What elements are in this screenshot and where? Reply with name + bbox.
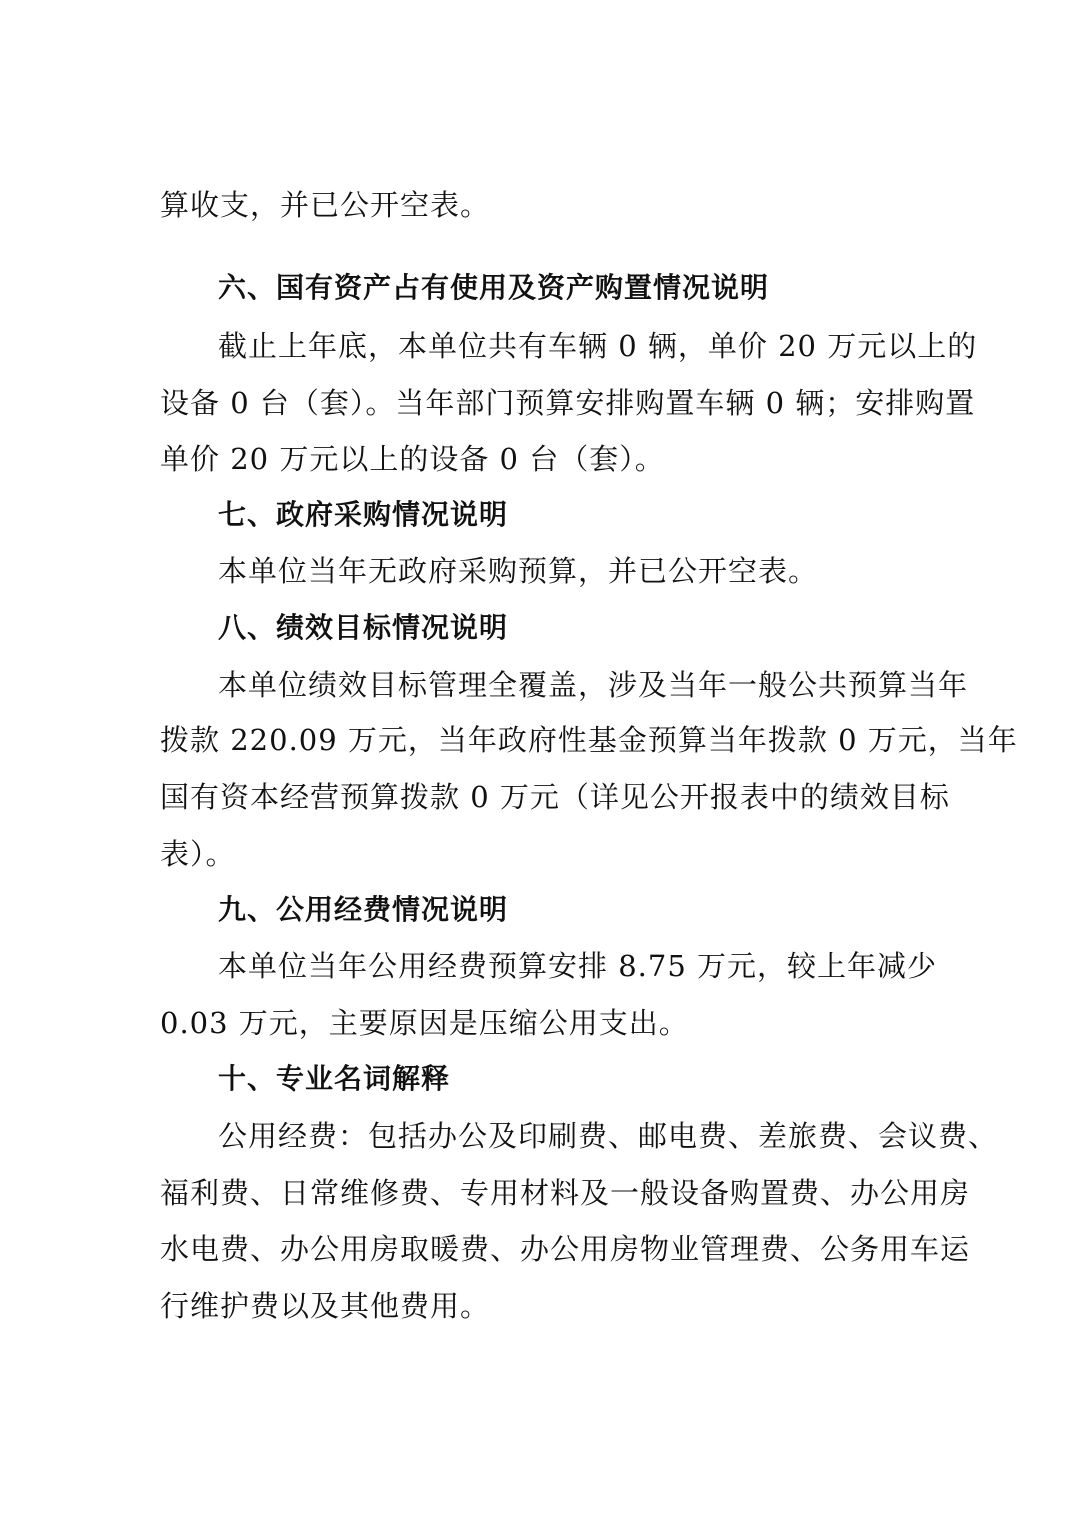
paragraph-line: 设备 0 台（套）。当年部门预算安排购置车辆 0 辆；安排购置	[160, 386, 976, 420]
section-heading-10: 十、专业名词解释	[218, 1062, 451, 1095]
paragraph-line: 本单位当年无政府采购预算，并已公开空表。	[218, 554, 819, 588]
paragraph-line: 算收支，并已公开空表。	[160, 188, 491, 222]
paragraph-line: 拨款 220.09 万元，当年政府性基金预算当年拨款 0 万元，当年	[160, 723, 1018, 757]
section-heading-7: 七、政府采购情况说明	[218, 498, 509, 531]
paragraph-line: 0.03 万元，主要原因是压缩公用支出。	[160, 1006, 689, 1040]
paragraph-line: 本单位当年公用经费预算安排 8.75 万元，较上年减少	[218, 949, 938, 983]
section-heading-9: 九、公用经费情况说明	[218, 893, 509, 926]
paragraph-line: 水电费、办公用房取暖费、办公用房物业管理费、公务用车运	[160, 1232, 971, 1266]
paragraph-line: 福利费、日常维修费、专用材料及一般设备购置费、办公用房	[160, 1176, 971, 1210]
section-heading-6: 六、国有资产占有使用及资产购置情况说明	[218, 271, 770, 304]
paragraph-line: 公用经费：包括办公及印刷费、邮电费、差旅费、会议费、	[218, 1119, 999, 1153]
paragraph-line: 表）。	[160, 837, 236, 871]
paragraph-line: 国有资本经营预算拨款 0 万元（详见公开报表中的绩效目标	[160, 780, 950, 814]
paragraph-line: 行维护费以及其他费用。	[160, 1289, 491, 1323]
paragraph-line: 本单位绩效目标管理全覆盖，涉及当年一般公共预算当年	[218, 668, 969, 702]
paragraph-line: 单价 20 万元以上的设备 0 台（套）。	[160, 442, 665, 476]
section-heading-8: 八、绩效目标情况说明	[218, 611, 509, 644]
paragraph-line: 截止上年底，本单位共有车辆 0 辆，单价 20 万元以上的	[218, 329, 978, 363]
